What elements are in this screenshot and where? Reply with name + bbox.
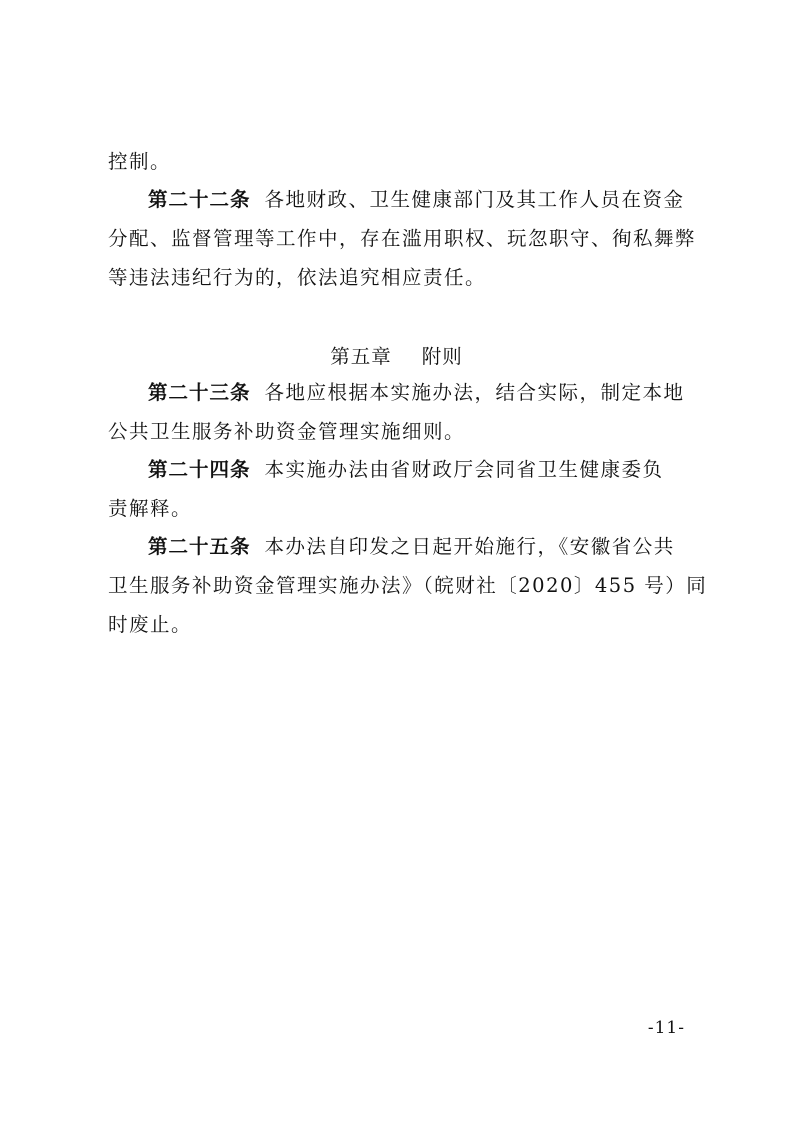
article-23-line-1: 各地应根据本实施办法，结合实际，制定本地 bbox=[264, 381, 685, 404]
article-24-title: 第二十四条 bbox=[148, 458, 251, 481]
article-25-line-2: 卫生服务补助资金管理实施办法》（皖财社〔2020〕455 号）同 bbox=[108, 574, 708, 597]
article-24-line-2: 责解释。 bbox=[108, 497, 193, 520]
article-24-line-1: 本实施办法由省财政厅会同省卫生健康委负 bbox=[264, 458, 664, 481]
article-23-title: 第二十三条 bbox=[148, 381, 251, 404]
article-25-title: 第二十五条 bbox=[148, 535, 251, 558]
page-number: -11- bbox=[647, 1018, 685, 1038]
lead-in-text: 控制。 bbox=[108, 150, 172, 173]
article-22-line-3: 等违法违纪行为的，依法追究相应责任。 bbox=[108, 266, 487, 289]
chapter-heading bbox=[0, 341, 793, 369]
article-23 bbox=[108, 379, 688, 446]
article-25-line-3: 时废止。 bbox=[108, 613, 193, 636]
chapter-name: 附则 bbox=[421, 345, 463, 368]
article-22-title: 第二十二条 bbox=[148, 188, 251, 211]
article-23-line-2: 公共卫生服务补助资金管理实施细则。 bbox=[108, 420, 466, 443]
article-22-line-2: 分配、监督管理等工作中，存在滥用职权、玩忽职守、徇私舞弊 bbox=[108, 227, 697, 250]
article-22-line-1: 各地财政、卫生健康部门及其工作人员在资金 bbox=[264, 188, 685, 211]
article-24 bbox=[108, 456, 688, 523]
chapter-number: 第五章 bbox=[330, 345, 392, 368]
article-22 bbox=[108, 186, 697, 292]
article-25 bbox=[108, 533, 708, 639]
lead-in-paragraph bbox=[108, 148, 688, 176]
article-25-line-1: 本办法自印发之日起开始施行，《安徽省公共 bbox=[264, 535, 675, 558]
